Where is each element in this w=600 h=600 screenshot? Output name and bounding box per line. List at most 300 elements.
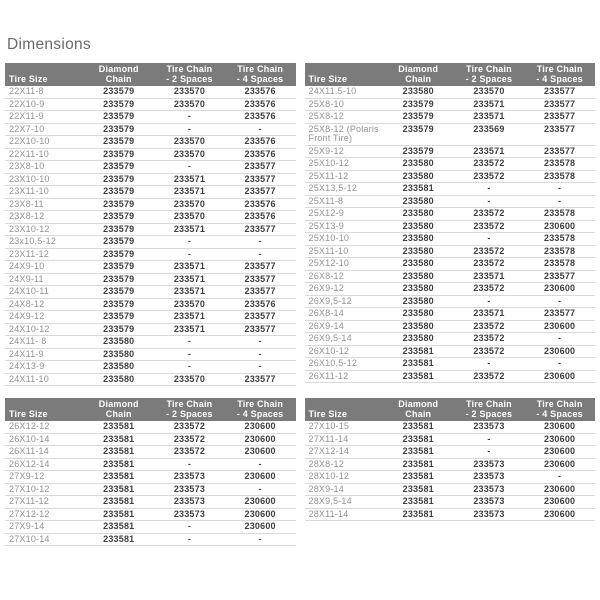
part-number-cell: 233580 — [83, 348, 154, 361]
part-number-cell: 230600 — [524, 458, 595, 471]
tire-size-cell: 23X11-10 — [5, 186, 83, 199]
column-header-diamond-chain: Diamond Chain — [83, 63, 154, 86]
part-number-cell: 233580 — [383, 308, 454, 321]
part-number-cell: 233581 — [83, 496, 154, 509]
part-number-cell: 233570 — [154, 86, 225, 98]
part-number-cell: 233572 — [454, 333, 525, 346]
table-header-row — [5, 398, 296, 421]
part-number-cell: 233573 — [454, 471, 525, 484]
table-row — [305, 208, 596, 221]
part-number-cell: - — [225, 533, 296, 546]
tire-size-cell: 23X8-10 — [5, 161, 83, 174]
part-number-cell: 233579 — [83, 161, 154, 174]
part-number-cell: 233579 — [83, 236, 154, 249]
column-header-tire-chain-2-spaces: Tire Chain - 2 Spaces — [454, 398, 525, 421]
part-number-cell: 233571 — [154, 311, 225, 324]
part-number-cell: 233573 — [454, 508, 525, 521]
part-number-cell: 233581 — [383, 345, 454, 358]
part-number-cell: 233572 — [154, 421, 225, 433]
table-row — [305, 458, 596, 471]
part-number-cell: - — [154, 123, 225, 136]
part-number-cell: 233570 — [154, 98, 225, 111]
table-row — [5, 348, 296, 361]
part-number-cell: 230600 — [524, 421, 595, 433]
part-number-cell: 233579 — [383, 111, 454, 124]
column-header-tire-size: Tire Size — [305, 398, 383, 421]
part-number-cell: 233572 — [154, 446, 225, 459]
table-row — [5, 248, 296, 261]
table-header-row — [305, 398, 596, 421]
part-number-cell: - — [225, 123, 296, 136]
tire-size-cell: 25X11-12 — [305, 170, 383, 183]
table-row — [305, 421, 596, 433]
part-number-cell: 233577 — [524, 111, 595, 124]
part-number-cell: - — [454, 295, 525, 308]
tire-size-cell: 26X10-14 — [5, 433, 83, 446]
tire-chain-table-top-left — [5, 63, 296, 386]
part-number-cell: 233571 — [154, 286, 225, 299]
part-number-cell: 233580 — [383, 333, 454, 346]
part-number-cell: - — [454, 358, 525, 371]
tire-size-cell: 24X11-10 — [5, 373, 83, 386]
table-row — [5, 521, 296, 534]
part-number-cell: 233581 — [383, 433, 454, 446]
part-number-cell: - — [524, 471, 595, 484]
table-header-row — [5, 63, 296, 86]
column-header-tire-chain-4-spaces: Tire Chain - 4 Spaces — [524, 63, 595, 86]
part-number-cell: 233577 — [225, 273, 296, 286]
tire-chain-table-bottom-right — [305, 398, 596, 521]
tire-size-cell: 24X13-9 — [5, 361, 83, 374]
part-number-cell: - — [154, 248, 225, 261]
part-number-cell: 233579 — [83, 323, 154, 336]
table-row — [5, 298, 296, 311]
tire-size-cell: 25X8-12 (Polaris Front Tire) — [305, 123, 383, 145]
tire-size-cell: 25X10-12 — [305, 158, 383, 171]
part-number-cell: 233571 — [454, 111, 525, 124]
tire-size-cell: 24X9-11 — [5, 273, 83, 286]
column-header-tire-chain-2-spaces: Tire Chain - 2 Spaces — [454, 63, 525, 86]
part-number-cell: 233571 — [454, 145, 525, 158]
tire-size-cell: 27X11-12 — [5, 496, 83, 509]
table-row — [5, 471, 296, 484]
table-row — [5, 148, 296, 161]
table-row — [305, 295, 596, 308]
table-row — [5, 198, 296, 211]
part-number-cell: 233580 — [83, 373, 154, 386]
tire-size-cell: 24X9-10 — [5, 261, 83, 274]
part-number-cell: 233580 — [383, 270, 454, 283]
table-row — [305, 183, 596, 196]
table-row — [305, 283, 596, 296]
tire-size-cell: 26X8-14 — [305, 308, 383, 321]
part-number-cell: - — [154, 533, 225, 546]
part-number-cell: 233579 — [383, 98, 454, 111]
part-number-cell: 233571 — [154, 273, 225, 286]
part-number-cell: 233579 — [83, 298, 154, 311]
part-number-cell: 230600 — [524, 345, 595, 358]
part-number-cell: 233577 — [225, 186, 296, 199]
table-row — [305, 123, 596, 145]
part-number-cell: 233581 — [383, 183, 454, 196]
part-number-cell: 230600 — [524, 220, 595, 233]
part-number-cell: 233581 — [83, 471, 154, 484]
part-number-cell: - — [154, 336, 225, 349]
tire-size-cell: 28X10-12 — [305, 471, 383, 484]
column-header-tire-chain-4-spaces: Tire Chain - 4 Spaces — [225, 63, 296, 86]
table-row — [5, 483, 296, 496]
tire-size-cell: 26X11-12 — [305, 370, 383, 383]
tire-size-cell: 22X11-10 — [5, 148, 83, 161]
part-number-cell: 233571 — [154, 323, 225, 336]
tire-size-cell: 27X12-12 — [5, 508, 83, 521]
tire-size-cell: 23x10,5-12 — [5, 236, 83, 249]
part-number-cell: 233576 — [225, 136, 296, 149]
part-number-cell: - — [524, 333, 595, 346]
tire-size-cell: 27X9-14 — [5, 521, 83, 534]
part-number-cell: 233577 — [524, 123, 595, 145]
part-number-cell: 233577 — [225, 323, 296, 336]
part-number-cell: - — [225, 236, 296, 249]
table-row — [5, 323, 296, 336]
part-number-cell: 233579 — [83, 211, 154, 224]
tire-size-cell: 25X9-12 — [305, 145, 383, 158]
tire-size-cell: 26X12-14 — [5, 458, 83, 471]
table-row — [5, 458, 296, 471]
tire-size-cell: 28X11-14 — [305, 508, 383, 521]
tire-size-cell: 27X10-14 — [5, 533, 83, 546]
page-title: Dimensions — [7, 36, 91, 53]
part-number-cell: - — [454, 195, 525, 208]
part-number-cell: 233576 — [225, 98, 296, 111]
tire-size-cell: 22X10-9 — [5, 98, 83, 111]
tire-size-cell: 23X10-10 — [5, 173, 83, 186]
part-number-cell: 233581 — [83, 508, 154, 521]
part-number-cell: 233576 — [225, 86, 296, 98]
table-row — [5, 286, 296, 299]
tire-size-cell: 24X9-12 — [5, 311, 83, 324]
tire-size-cell: 24X10-11 — [5, 286, 83, 299]
table-row — [5, 336, 296, 349]
table-row — [5, 433, 296, 446]
table-row — [5, 136, 296, 149]
tire-size-cell: 23X8-11 — [5, 198, 83, 211]
tire-size-cell: 27X9-12 — [5, 471, 83, 484]
column-header-tire-chain-4-spaces: Tire Chain - 4 Spaces — [225, 398, 296, 421]
part-number-cell: - — [524, 358, 595, 371]
table-row — [5, 173, 296, 186]
part-number-cell: 233580 — [383, 258, 454, 271]
part-number-cell: - — [524, 183, 595, 196]
part-number-cell: 233580 — [383, 295, 454, 308]
table-row — [305, 195, 596, 208]
part-number-cell: - — [154, 458, 225, 471]
part-number-cell: 233581 — [383, 508, 454, 521]
tire-size-cell: 24X8-12 — [5, 298, 83, 311]
table-row — [305, 496, 596, 509]
tire-size-cell: 27X11-14 — [305, 433, 383, 446]
column-header-diamond-chain: Diamond Chain — [83, 398, 154, 421]
tire-size-cell: 22X10-10 — [5, 136, 83, 149]
part-number-cell: 233572 — [454, 158, 525, 171]
part-number-cell: 233578 — [524, 233, 595, 246]
part-number-cell: 233581 — [83, 521, 154, 534]
part-number-cell: 233580 — [383, 283, 454, 296]
part-number-cell: 233570 — [454, 86, 525, 98]
part-number-cell: - — [154, 236, 225, 249]
table-row — [5, 236, 296, 249]
tire-size-cell: 25X11-10 — [305, 245, 383, 258]
table-row — [5, 186, 296, 199]
table-row — [305, 308, 596, 321]
part-number-cell: 233580 — [383, 320, 454, 333]
part-number-cell: 230600 — [225, 446, 296, 459]
tire-size-cell: 23X10-12 — [5, 223, 83, 236]
tire-size-cell: 25X13-9 — [305, 220, 383, 233]
part-number-cell: 233571 — [454, 308, 525, 321]
part-number-cell: 233570 — [154, 198, 225, 211]
table-row — [5, 261, 296, 274]
part-number-cell: 233577 — [225, 161, 296, 174]
part-number-cell: 230600 — [524, 320, 595, 333]
part-number-cell: 233580 — [83, 361, 154, 374]
part-number-cell: 233581 — [383, 358, 454, 371]
part-number-cell: 233572 — [454, 320, 525, 333]
part-number-cell: 230600 — [524, 433, 595, 446]
part-number-cell: 233577 — [524, 86, 595, 98]
table-row — [5, 373, 296, 386]
table-row — [305, 446, 596, 459]
part-number-cell: - — [225, 458, 296, 471]
part-number-cell: 233579 — [83, 223, 154, 236]
table-row — [305, 158, 596, 171]
part-number-cell: - — [225, 483, 296, 496]
table-row — [5, 223, 296, 236]
part-number-cell: 233578 — [524, 245, 595, 258]
tire-size-cell: 26X8-12 — [305, 270, 383, 283]
part-number-cell: 233579 — [83, 311, 154, 324]
table-row — [305, 270, 596, 283]
table-row — [5, 361, 296, 374]
column-header-tire-size: Tire Size — [5, 63, 83, 86]
table-header-row — [305, 63, 596, 86]
part-number-cell: 233579 — [83, 173, 154, 186]
part-number-cell: - — [225, 248, 296, 261]
part-number-cell: 233571 — [154, 261, 225, 274]
part-number-cell: 233581 — [83, 533, 154, 546]
part-number-cell: 233581 — [83, 421, 154, 433]
part-number-cell: 230600 — [225, 508, 296, 521]
tire-size-cell: 28X9,5-14 — [305, 496, 383, 509]
table-row — [305, 111, 596, 124]
table-row — [305, 358, 596, 371]
tire-size-cell: 28X8-12 — [305, 458, 383, 471]
part-number-cell: 230600 — [225, 421, 296, 433]
tire-size-cell: 26X10-12 — [305, 345, 383, 358]
part-number-cell: 233577 — [225, 223, 296, 236]
part-number-cell: 233577 — [225, 173, 296, 186]
tire-size-cell: 24X11.5-10 — [305, 86, 383, 98]
tire-size-cell: 25X8-10 — [305, 98, 383, 111]
part-number-cell: 233576 — [225, 298, 296, 311]
tire-size-cell: 26X9-12 — [305, 283, 383, 296]
part-number-cell: 233578 — [524, 170, 595, 183]
part-number-cell: 233577 — [225, 373, 296, 386]
table-row — [305, 345, 596, 358]
tire-size-cell: 23X8-12 — [5, 211, 83, 224]
tire-size-cell: 26X10,5-12 — [305, 358, 383, 371]
part-number-cell: 233579 — [83, 186, 154, 199]
table-row — [305, 508, 596, 521]
table-row — [305, 483, 596, 496]
part-number-cell: 230600 — [524, 483, 595, 496]
part-number-cell: 233570 — [154, 211, 225, 224]
tire-size-cell: 26X9,5-12 — [305, 295, 383, 308]
part-number-cell: 233569 — [454, 123, 525, 145]
part-number-cell: 233580 — [383, 86, 454, 98]
part-number-cell: 233573 — [154, 483, 225, 496]
part-number-cell: 233577 — [524, 145, 595, 158]
part-number-cell: 233581 — [383, 458, 454, 471]
part-number-cell: 233576 — [225, 148, 296, 161]
part-number-cell: 233578 — [524, 258, 595, 271]
part-number-cell: 233577 — [524, 98, 595, 111]
part-number-cell: 233571 — [154, 223, 225, 236]
part-number-cell: 233570 — [154, 148, 225, 161]
tire-size-cell: 26X9,5-14 — [305, 333, 383, 346]
part-number-cell: - — [225, 348, 296, 361]
tire-size-cell: 24X11-9 — [5, 348, 83, 361]
tire-size-cell: 27X10-12 — [5, 483, 83, 496]
column-header-tire-chain-4-spaces: Tire Chain - 4 Spaces — [524, 398, 595, 421]
part-number-cell: 233572 — [454, 170, 525, 183]
part-number-cell: 233581 — [383, 496, 454, 509]
table-row — [305, 86, 596, 98]
tire-size-cell: 25X12-9 — [305, 208, 383, 221]
part-number-cell: 230600 — [524, 283, 595, 296]
part-number-cell: 233572 — [454, 220, 525, 233]
part-number-cell: - — [225, 336, 296, 349]
tire-size-cell: 22X11-9 — [5, 111, 83, 124]
part-number-cell: 233579 — [83, 98, 154, 111]
part-number-cell: 233577 — [524, 270, 595, 283]
part-number-cell: 233576 — [225, 211, 296, 224]
tire-size-cell: 24X11- 8 — [5, 336, 83, 349]
part-number-cell: 233570 — [154, 298, 225, 311]
part-number-cell: 233572 — [454, 245, 525, 258]
part-number-cell: 233579 — [83, 136, 154, 149]
part-number-cell: - — [524, 195, 595, 208]
part-number-cell: 233577 — [225, 311, 296, 324]
tire-size-cell: 24X10-12 — [5, 323, 83, 336]
part-number-cell: 233576 — [225, 198, 296, 211]
part-number-cell: 233579 — [83, 286, 154, 299]
tire-size-cell: 25X13,5-12 — [305, 183, 383, 196]
column-header-tire-chain-2-spaces: Tire Chain - 2 Spaces — [154, 398, 225, 421]
part-number-cell: 233581 — [83, 458, 154, 471]
table-row — [5, 446, 296, 459]
part-number-cell: 233572 — [454, 258, 525, 271]
part-number-cell: 233573 — [454, 458, 525, 471]
table-row — [5, 161, 296, 174]
part-number-cell: 233573 — [154, 471, 225, 484]
tire-size-cell: 25X10-10 — [305, 233, 383, 246]
part-number-cell: 233578 — [524, 208, 595, 221]
part-number-cell: 233573 — [154, 496, 225, 509]
part-number-cell: 233581 — [383, 446, 454, 459]
part-number-cell: 233579 — [83, 111, 154, 124]
part-number-cell: 233581 — [83, 446, 154, 459]
table-row — [305, 333, 596, 346]
part-number-cell: 230600 — [225, 433, 296, 446]
part-number-cell: 233580 — [383, 233, 454, 246]
part-number-cell: 233571 — [154, 173, 225, 186]
part-number-cell: 233581 — [83, 483, 154, 496]
part-number-cell: 233580 — [383, 158, 454, 171]
part-number-cell: 233577 — [225, 286, 296, 299]
tire-size-cell: 26X12-12 — [5, 421, 83, 433]
part-number-cell: 233571 — [454, 270, 525, 283]
column-header-diamond-chain: Diamond Chain — [383, 398, 454, 421]
part-number-cell: 233579 — [83, 198, 154, 211]
part-number-cell: 233579 — [383, 123, 454, 145]
part-number-cell: - — [154, 161, 225, 174]
part-number-cell: 233573 — [454, 421, 525, 433]
tire-size-cell: 28X9-14 — [305, 483, 383, 496]
table-row — [305, 98, 596, 111]
part-number-cell: 233579 — [83, 248, 154, 261]
table-row — [5, 123, 296, 136]
part-number-cell: 233580 — [383, 208, 454, 221]
column-header-diamond-chain: Diamond Chain — [383, 63, 454, 86]
part-number-cell: 233579 — [83, 261, 154, 274]
column-header-tire-size: Tire Size — [305, 63, 383, 86]
part-number-cell: 233571 — [454, 98, 525, 111]
part-number-cell: 233579 — [83, 273, 154, 286]
part-number-cell: - — [154, 348, 225, 361]
part-number-cell: 233581 — [83, 433, 154, 446]
part-number-cell: 233573 — [454, 496, 525, 509]
part-number-cell: - — [154, 521, 225, 534]
column-header-tire-size: Tire Size — [5, 398, 83, 421]
part-number-cell: 233579 — [83, 123, 154, 136]
table-row — [305, 245, 596, 258]
part-number-cell: 233572 — [454, 370, 525, 383]
part-number-cell: 230600 — [225, 471, 296, 484]
part-number-cell: 230600 — [524, 508, 595, 521]
tire-chain-table-bottom-left — [5, 398, 296, 546]
part-number-cell: 230600 — [524, 370, 595, 383]
part-number-cell: 233579 — [83, 148, 154, 161]
table-row — [305, 320, 596, 333]
tire-size-cell: 25X11-8 — [305, 195, 383, 208]
part-number-cell: 233580 — [83, 336, 154, 349]
table-row — [5, 211, 296, 224]
table-row — [5, 111, 296, 124]
part-number-cell: 233580 — [383, 170, 454, 183]
table-row — [5, 533, 296, 546]
part-number-cell: 233578 — [524, 158, 595, 171]
part-number-cell: 233577 — [524, 308, 595, 321]
table-row — [5, 496, 296, 509]
tire-size-cell: 27X12-14 — [305, 446, 383, 459]
table-row — [305, 220, 596, 233]
tire-size-cell: 25X8-12 — [305, 111, 383, 124]
part-number-cell: 233573 — [454, 483, 525, 496]
part-number-cell: 233581 — [383, 483, 454, 496]
table-row — [305, 433, 596, 446]
table-row — [305, 370, 596, 383]
